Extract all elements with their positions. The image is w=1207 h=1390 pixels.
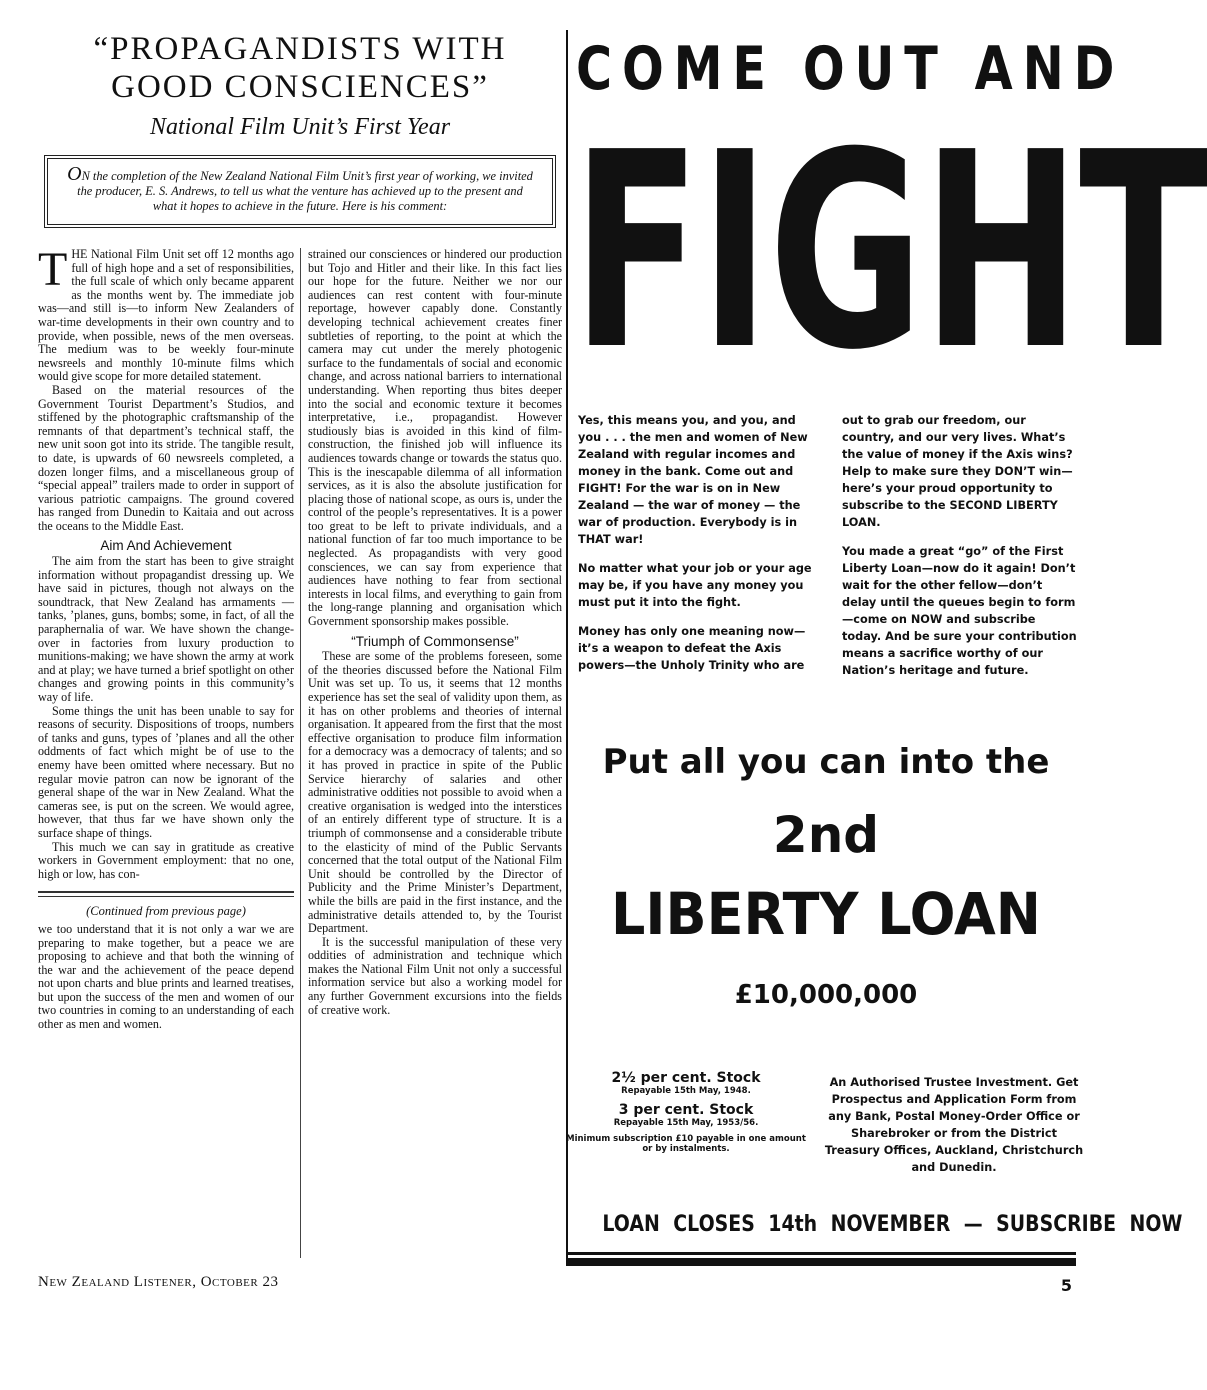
subhead-aim: Aim And Achievement	[100, 538, 232, 554]
page-number: 5	[1060, 1276, 1072, 1295]
paragraph: It is the successful manipulation of these very oddities of administration and technique which makes the National Film Unit not only a successful information service but also a working model for any further Government excursions into the fields of creative work.	[308, 934, 562, 1017]
article-column-2	[308, 248, 562, 1017]
minimum-subscription: Minimum subscription £10 payable in one amount or by instalments.	[566, 1134, 806, 1154]
divider	[38, 891, 294, 897]
publication-footer: New Zealand Listener, October 23	[38, 1274, 279, 1290]
title-line-2: GOOD CONSCIENCES”	[111, 69, 489, 105]
continued-label: (Continued from previous page)	[86, 904, 246, 919]
article-title	[38, 30, 562, 106]
ad-fight	[572, 94, 1207, 422]
ad-headline: COME OUT AND	[576, 34, 1125, 104]
ad-trustee-info: An Authorised Trustee Investment. Get Prospectus and Application Form from any Bank, Postal Money-Order Office or Sharebroker or from the District Treasury Offices, Auckland, Christchurch and Dunedin.	[824, 1076, 1084, 1174]
subhead-triumph: “Triumph of Commonsense”	[351, 633, 519, 649]
ad-rule-thick	[566, 1258, 1076, 1266]
paragraph: These are some of the problems foreseen, some of the theories discussed before the National Film Unit was set up. To us, it seems that 12 months experience has set the seal of validity upon them, as it has on other problems and theories of internal organisation. It appeared from the first that the most effective organisation to produce film information for a democracy was a democracy of talents; and so it has proved in practice in spite of the Public Service hierarchy of salaries and other administrative oddities not possible to avoid when a creative organisation is wedged into the interstices of an entirely different type of structure. It is a triumph of commonsense and a considerable tribute to the elasticity of mind of the Public Servants concerned that the total output of the National Film Unit should be controlled by the Director of Publicity and the Prime Minister’s Department, while the bills are paid in the first instance, and the administrative details attended to, by the Tourist Department.	[308, 649, 562, 936]
article-column-1	[38, 243, 294, 1258]
ad-rule	[566, 1252, 1076, 1255]
intro-box	[44, 155, 556, 228]
ad-liberty-loan: LIBERTY LOAN	[611, 880, 1041, 948]
article-header	[38, 30, 562, 228]
ad-copy-left	[578, 412, 814, 686]
column-divider	[300, 248, 301, 1258]
paragraph: we too understand that it is not only a war we are preparing to make together, but a peace we are proposing to achieve and that both the winning of the war and the achievement of the peace depend not upon charts and blue prints and learned treatises, but upon the success of the men and women of our two countries in coming to an understanding of each other as men and women.	[38, 921, 294, 1032]
intro-body: N the completion of the New Zealand National Film Unit’s first year of working, we invited the producer, E. S. Andrews, to tell us what the venture has achieved up to the present and what it hopes to achieve in the future. Here is his comment:	[77, 169, 533, 213]
ad-copy-right	[842, 412, 1078, 691]
stock-2: 3 per cent. Stock	[618, 1102, 754, 1118]
article-subtitle: National Film Unit’s First Year	[149, 114, 451, 140]
intro-text	[47, 158, 553, 225]
ad-closes-line: LOAN CLOSES 14th NOVEMBER — SUBSCRIBE NOW	[602, 1212, 1183, 1237]
drop-cap: T	[38, 243, 68, 296]
paragraph: This much we can say in gratitude as creative workers in Government employment: that no one, high or low, has con-	[38, 839, 294, 881]
ad-amount: £10,000,000	[734, 980, 918, 1010]
ad-stock-info	[566, 1070, 806, 1154]
ad-second: 2nd	[772, 806, 880, 864]
paragraph: Based on the material resources of the Government Tourist Department’s Studios, and stiffened by the photographic craftsmanship of the remnants of that department’s technical staff, the new unit soon got into its stride. The tangible result, to date, is upwards of 60 newsreels completed, a dozen longer films, and a miscellaneous group of “special appeal” trailers made to order in support of various patriotic campaigns. The ground covered has ranged from Dunedin to Kaitaia and out across the oceans to the Middle East.	[38, 382, 294, 533]
liberty-loan-ad	[566, 30, 1207, 1265]
paragraph: THE National Film Unit set off 12 months ago full of high hope and a set of responsibilities, the full scale of which only became apparent as the months went by. The immediate job was—and still is—to inform New Zealanders of war-time developments in their own country and to provide, when possible, news of the men overseas. The medium was to be weekly four-minute newsreels and monthly 10-minute films which would give scope for more detailed statement.	[38, 243, 294, 384]
ad-put-line: Put all you can into the	[602, 742, 1050, 782]
ad-paragraph: Money has only one meaning now— it’s a weapon to defeat the Axis powers—the Unholy Trinity who are	[578, 625, 806, 672]
ad-paragraph: out to grab our freedom, our country, and our very lives. What’s the value of money if the Axis wins? Help to make sure they DON’T win—here’s your proud opportunity to subscribe to the SECOND LIBERTY LOAN.	[842, 414, 1073, 529]
ad-fight-text: FIGHT	[572, 94, 1207, 409]
stock-1: 2½ per cent. Stock	[611, 1070, 761, 1086]
ad-paragraph: You made a great “go” of the First Liberty Loan—now do it again! Don’t wait for the other fellow—don’t delay until the queues begin to form —come on NOW and subscribe today. And be sure your contribution means a sacrifice worthy of our Nation’s heritage and future.	[842, 545, 1077, 677]
paragraph: Some things the unit has been unable to say for reasons of security. Dispositions of troops, numbers of tanks and guns, types of ’planes and all the other oddments of fact which might be of use to the enemy have been omitted where necessary. But no regular movie patron can now be ignorant of the general shape of the war in New Zealand. What the cameras see, is put on the screen. We would agree, however, that thus far we have shown only the surface shape of things.	[38, 703, 294, 840]
intro-initial: O	[67, 163, 82, 185]
title-line-1: “PROPAGANDISTS WITH	[93, 31, 507, 67]
paragraph: strained our consciences or hindered our production but Tojo and Hitler and their like. In this fact lies our hope for the future. Neither we nor our audiences can rest content with four-minute reportage, however capably done. Constantly developing technical achievement creates finer subtleties of reporting, to the point at which the camera may cut under the merely photogenic surface to the fundamentals of social and economic change, and across national barriers to international understanding. When reporting thus bites deeper into the social and economic texture it becomes interpretative, i.e., propagandist. However studiously bias is avoided in this kind of film-construction, the finished job will influence its audiences towards change or towards the status quo. This is the inescapable dilemma of all information services, as it is also the absolute justification for placing those of national scope, as ours is, under the control of the people’s representatives. It is a power too great to be left to private individuals, and a national function of far too much importance to be neglected. As propagandists with very good consciences, we can say from experience that audiences have nothing to fear from sectional interests in local films, and everything to gain from the long-range planning and organisation which Government sponsorship makes possible.	[308, 247, 562, 629]
ad-paragraph: No matter what your job or your age may be, if you have any money you must put it into the fight.	[578, 562, 812, 609]
paragraph: The aim from the start has been to give straight information without propagandist dressing up. We have said in pictures, though not always on the soundtrack, that New Zealand has armaments —tanks, ’planes, guns, bombs; some, in fact, of all the paraphernalia of war. We have shown the change-over in factories from luxury production to munitions-making; we have shown the army at work and at play; we have turned a brief spotlight on other changes and growing points in this community’s way of life.	[38, 554, 294, 704]
stock-1-repay: Repayable 15th May, 1948.	[621, 1086, 751, 1096]
ad-paragraph: Yes, this means you, and you, and you . . . the men and women of New Zealand with regular incomes and money in the bank. Come out and FIGHT! For the war is on in New Zealand — the war of money — the war of production. Everybody is in THAT war!	[578, 414, 808, 546]
stock-2-repay: Repayable 15th May, 1953/56.	[613, 1118, 759, 1128]
